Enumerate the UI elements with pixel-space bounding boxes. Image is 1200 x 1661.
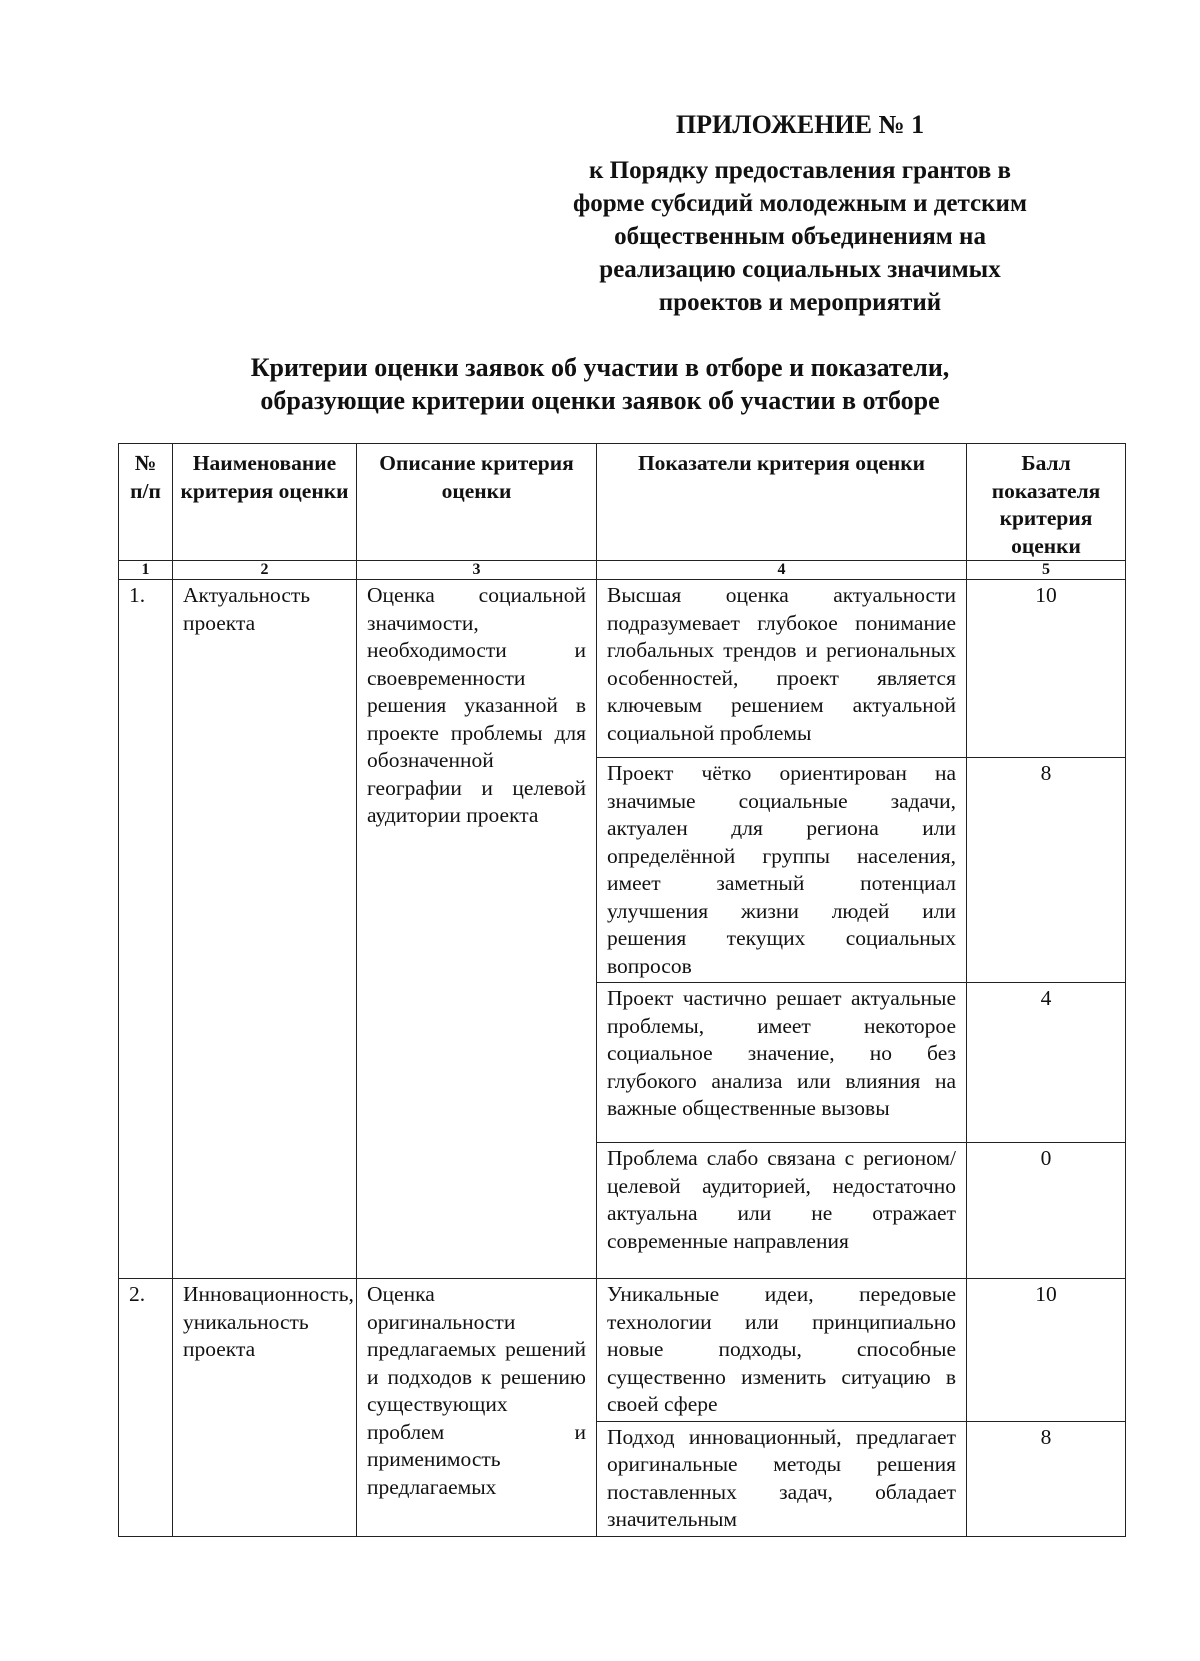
criterion-description: Оценка социальной значимости, необходимости и своевременности решения указанной в проекте проблемы для обозначенной географии и целевой аудитории проекта <box>357 580 597 1279</box>
column-number: 5 <box>967 561 1126 580</box>
indicator-score: 8 <box>967 758 1126 983</box>
criterion-number: 1. <box>119 580 173 1279</box>
criterion-description: Оценка оригинальности предлагаемых решений и подходов к решению существующих проблем и применимость предлагаемых <box>357 1279 597 1537</box>
column-number: 2 <box>173 561 357 580</box>
indicator-text: Проект частично решает актуальные проблемы, имеет некоторое социальное значение, но без глубокого анализа или влияния на важные общественные вызовы <box>597 983 967 1143</box>
annex-line: общественным объединениям на <box>614 223 986 250</box>
document-title <box>110 351 1090 417</box>
annex-line: реализацию социальных значимых <box>599 256 1001 283</box>
indicator-score: 10 <box>967 580 1126 758</box>
annex-line: форме субсидий молодежным и детским <box>572 190 1027 217</box>
header-score: Балл показателя критерия оценки <box>967 444 1126 561</box>
indicator-text: Проект чётко ориентирован на значимые социальные задачи, актуален для региона или определённой группы населения, имеет заметный потенциал улучшения жизни людей или решения текущих социальных вопросов <box>597 758 967 983</box>
document-title-line: образующие критерии оценки заявок об участии в отборе <box>260 386 940 415</box>
indicator-text: Подход инновационный, предлагает оригинальные методы решения поставленных задач, обладает значительным <box>597 1421 967 1536</box>
indicator-score: 8 <box>967 1421 1126 1536</box>
header-criterion-name: Наименование критерия оценки <box>173 444 357 561</box>
annex-title: ПРИЛОЖЕНИЕ № 1 <box>675 110 925 139</box>
indicator-score: 10 <box>967 1279 1126 1422</box>
indicator-text: Проблема слабо связана с регионом/целевой аудиторией, недостаточно актуальна или не отражает современные направления <box>597 1143 967 1279</box>
annex-heading <box>500 108 1100 319</box>
column-number-row <box>119 561 1126 580</box>
document-title-line: Критерии оценки заявок об участии в отборе и показатели, <box>250 353 950 382</box>
column-number: 4 <box>597 561 967 580</box>
indicator-score: 4 <box>967 983 1126 1143</box>
table-row <box>119 580 1126 758</box>
header-criterion-description: Описание критерия оценки <box>357 444 597 561</box>
criteria-table <box>118 443 1126 1537</box>
table-header-row <box>119 444 1126 561</box>
criterion-number: 2. <box>119 1279 173 1537</box>
header-indicators: Показатели критерия оценки <box>597 444 967 561</box>
annex-line: к Порядку предоставления грантов в <box>589 157 1011 184</box>
criterion-name: Актуальность проекта <box>173 580 357 1279</box>
criterion-name: Инновационность, уникальность проекта <box>173 1279 357 1537</box>
annex-line: проектов и мероприятий <box>658 289 942 316</box>
indicator-score: 0 <box>967 1143 1126 1279</box>
column-number: 1 <box>119 561 173 580</box>
indicator-text: Высшая оценка актуальности подразумевает глубокое понимание глобальных трендов и региональных особенностей, проект является ключевым решением актуальной социальной проблемы <box>597 580 967 758</box>
header-number: № п/п <box>119 444 173 561</box>
table-row <box>119 1279 1126 1422</box>
column-number: 3 <box>357 561 597 580</box>
indicator-text: Уникальные идеи, передовые технологии или принципиально новые подходы, способные существенно изменить ситуацию в своей сфере <box>597 1279 967 1422</box>
